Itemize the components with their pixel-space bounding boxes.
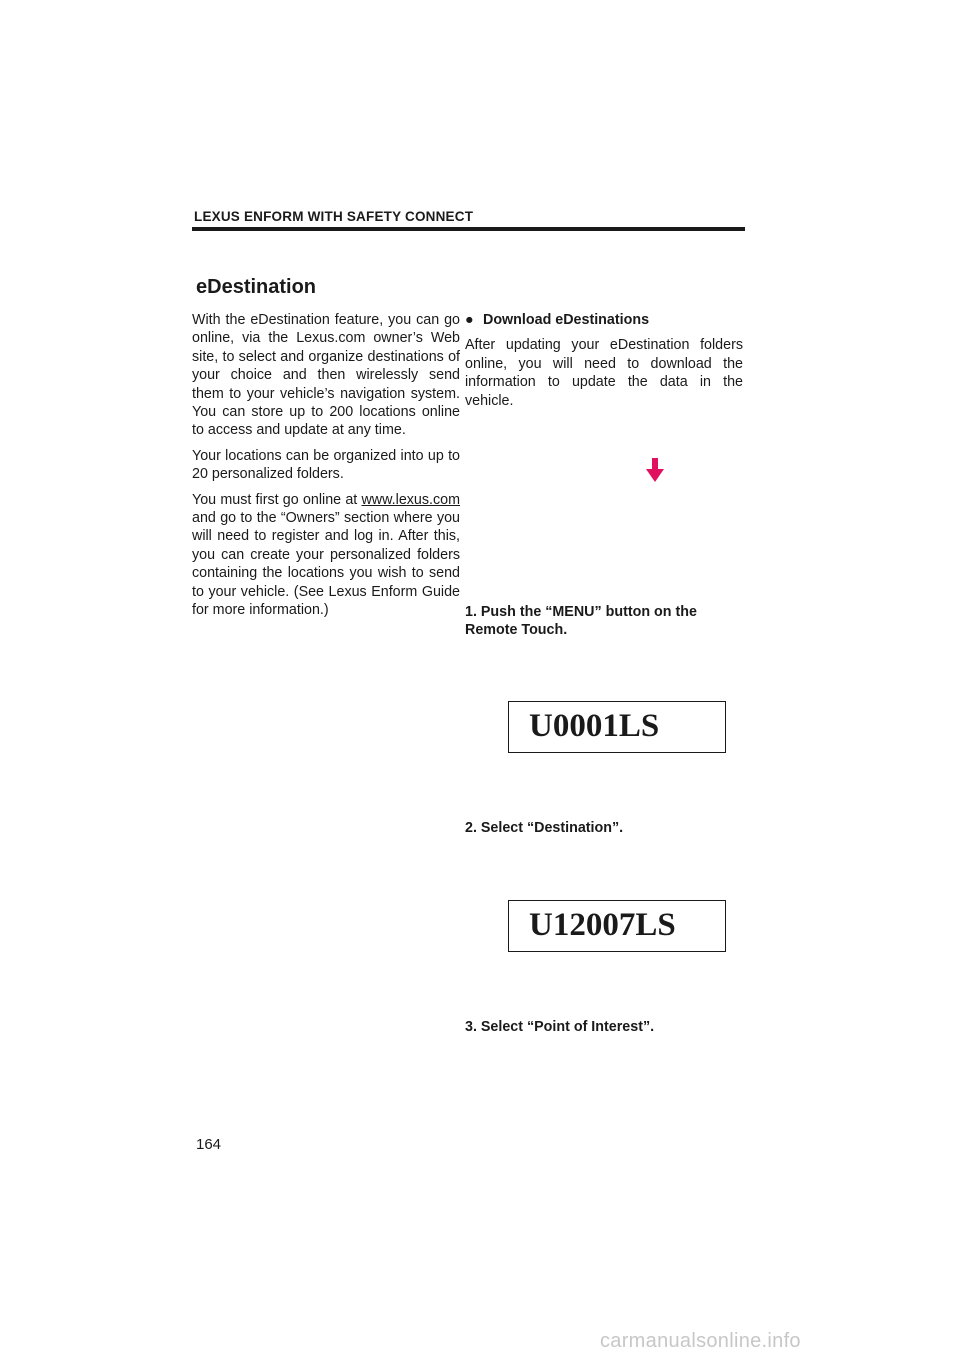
header-rule [192,227,745,231]
instructions-text-end: and go to the “Owners” section where you will need to register and log in. After this, you can create your personalized folders containing the locations you wish to send to your vehicle. (See Lexus Enform Guide for more information.) [192,510,460,619]
step-3: 3. Select “Point of Interest”. [465,1019,655,1035]
step-2: 2. Select “Destination”. [465,820,624,836]
bullet-heading [465,311,743,329]
running-header: LEXUS ENFORM WITH SAFETY CONNECT [194,209,474,224]
figure-code-box: U0001LS [508,701,726,753]
instructions-paragraph [192,491,460,620]
left-column [192,311,460,627]
instructions-text-start: You must first go online at [192,491,362,508]
step-1: 1. Push the “MENU” button on the Remote Touch. [465,604,697,639]
bullet-paragraph: After updating your eDestination folders online, you will need to download the information to update the data in the vehicle. [465,337,743,409]
down-arrow-icon [646,458,664,482]
figure-code-box: U12007LS [508,900,726,952]
folders-paragraph: Your locations can be organized into up to 20 personalized folders. [192,447,460,483]
right-column [465,311,743,417]
bullet-heading-text: Download eDestinations [483,312,650,328]
intro-paragraph: With the eDestination feature, you can go online, via the Lexus.com owner’s Web site, to select and organize destinations of your choice and then wirelessly send them to your vehicle’s navigation system. You can store up to 200 locations online to access and update at any time. [192,312,460,439]
bullet-icon: ● [465,312,474,328]
page-number: 164 [196,1136,222,1153]
section-title: eDestination [196,276,317,298]
lexus-website-link[interactable]: www.lexus.com [361,491,460,508]
site-watermark: carmanualsonline.info [600,1330,801,1352]
